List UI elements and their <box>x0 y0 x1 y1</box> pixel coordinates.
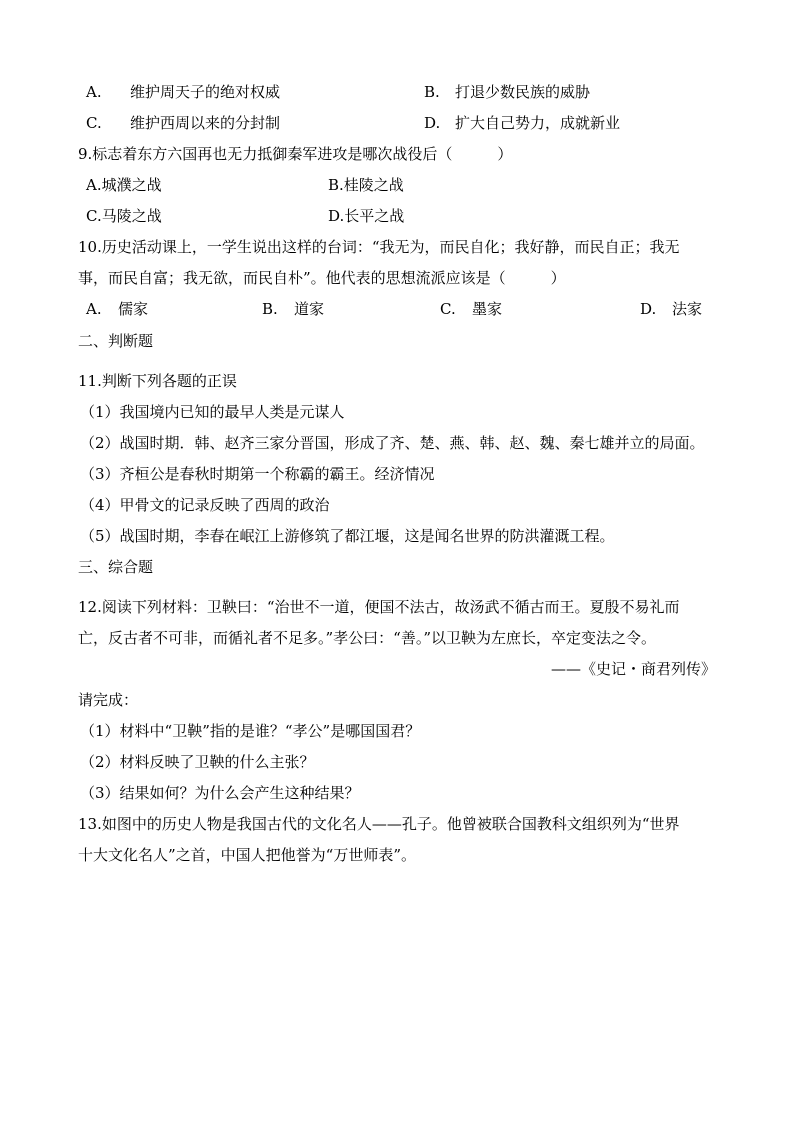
option-label: B. <box>424 83 440 101</box>
q10-stem-line2: 事，而民自富；我无欲，而民自朴”。他代表的思想流派应该是（ ） <box>78 269 566 287</box>
section-heading-comprehensive: 三、综合题 <box>78 558 154 576</box>
q13-line2: 十大文化名人”之首，中国人把他誉为“万世师表”。 <box>78 846 417 864</box>
q13-line1: 13.如图中的历史人物是我国古代的文化名人——孔子。他曾被联合国教科文组织列为“世界 <box>78 815 680 833</box>
q11-stem: 11.判断下列各题的正误 <box>78 372 237 390</box>
q9-option-c: C.马陵之战 <box>86 207 162 225</box>
option-label: C. <box>86 114 102 132</box>
q9-stem: 9.标志着东方六国再也无力抵御秦军进攻是哪次战役后（ ） <box>78 145 513 163</box>
q9-option-b: B.桂陵之战 <box>328 176 404 194</box>
option-label: A. <box>86 83 102 101</box>
q10-stem-line1: 10.历史活动课上，一学生说出这样的台词：“我无为，而民自化；我好静，而民自正；我无 <box>78 238 680 256</box>
q12-item-2: （2）材料反映了卫鞅的什么主张？ <box>80 753 315 771</box>
option-text: 道家 <box>294 300 325 318</box>
option-label: D. <box>640 300 657 318</box>
option-text: 维护西周以来的分封制 <box>130 114 281 132</box>
q8-option-d <box>424 113 620 133</box>
option-label: B. <box>262 300 278 318</box>
q9-option-a: A.城濮之战 <box>86 176 162 194</box>
q8-option-b <box>424 82 590 102</box>
q11-item-2: （2）战国时期．韩、赵齐三家分晋国，形成了齐、楚、燕、韩、赵、魏、秦七雄并立的局面。 <box>80 434 705 452</box>
q11-item-1: （1）我国境内已知的最早人类是元谋人 <box>80 403 345 421</box>
q11-item-5: （5）战国时期，李春在岷江上游修筑了都江堰，这是闻名世界的防洪灌溉工程。 <box>80 527 615 545</box>
option-text: 墨家 <box>472 300 503 318</box>
q12-source: ——《史记・商君列传》 <box>550 660 716 678</box>
option-label: C. <box>440 300 456 318</box>
q12-material-line1: 12.阅读下列材料：卫鞅曰：“治世不一道，便国不法古，故汤武不循古而王。夏殷不易礼而 <box>78 598 680 616</box>
section-heading-judgement: 二、判断题 <box>78 332 154 350</box>
q8-option-c <box>86 113 280 133</box>
q10-option-b <box>262 299 324 319</box>
q10-option-a <box>86 299 148 319</box>
q12-item-3: （3）结果如何？为什么会产生这种结果？ <box>80 784 360 802</box>
q11-item-3: （3）齐桓公是春秋时期第一个称霸的霸王。经济情况 <box>80 465 435 483</box>
q10-option-d <box>640 299 702 319</box>
q10-option-c <box>440 299 502 319</box>
q11-item-4: （4）甲骨文的记录反映了西周的政治 <box>80 496 330 514</box>
option-text: 儒家 <box>118 300 149 318</box>
q12-prompt: 请完成： <box>78 691 139 709</box>
option-text: 打退少数民族的威胁 <box>455 83 591 101</box>
q8-option-a <box>86 82 280 102</box>
option-text: 维护周天子的绝对权威 <box>130 83 281 101</box>
option-label: A. <box>86 300 102 318</box>
q12-material-line2: 亡，反古者不可非，而循礼者不足多。”孝公曰：“善。”以卫鞅为左庶长，卒定变法之令。 <box>78 629 657 647</box>
option-text: 法家 <box>672 300 703 318</box>
q12-item-1: （1）材料中“卫鞅”指的是谁？“孝公”是哪国国君？ <box>80 722 421 740</box>
q9-option-d: D.长平之战 <box>328 207 405 225</box>
option-label: D. <box>424 114 441 132</box>
option-text: 扩大自己势力，成就新业 <box>455 114 621 132</box>
